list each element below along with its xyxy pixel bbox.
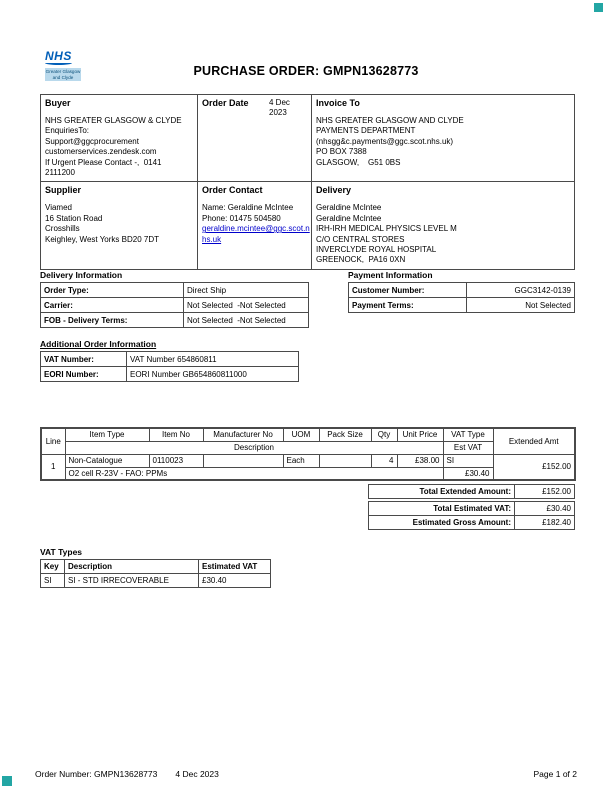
cell-description: SI - STD IRRECOVERABLE <box>65 574 199 588</box>
col-header-unit-price: Unit Price <box>397 428 443 441</box>
row-label: Order Type: <box>41 283 184 298</box>
header-row <box>41 428 575 441</box>
payment-information-title: Payment Information <box>348 270 433 280</box>
cell-line: 1 <box>41 454 65 480</box>
row-value: VAT Number 654860811 <box>127 352 299 367</box>
col-header-estimated-vat: Estimated VAT <box>199 560 271 574</box>
cell-item-type: Non-Catalogue <box>65 454 149 467</box>
table-row <box>41 283 309 298</box>
supplier-line: Keighley, West Yorks BD20 7DT <box>45 234 159 244</box>
row-label: VAT Number: <box>41 352 127 367</box>
table-row <box>369 502 575 516</box>
order-date-label: Order Date <box>202 98 249 108</box>
order-contact-name: Name: Geraldine McIntee <box>202 203 294 213</box>
invoice-to-line: (nhsgg&c.payments@ggc.scot.nhs.uk) <box>316 136 454 146</box>
cell-pack-size <box>319 454 371 467</box>
col-header-pack-size: Pack Size <box>319 428 371 441</box>
col-header-item-no: Item No <box>149 428 203 441</box>
delivery-information-table <box>40 282 309 328</box>
table-row <box>41 574 271 588</box>
page-footer <box>35 769 577 779</box>
additional-order-information-title: Additional Order Information <box>40 339 157 349</box>
vat-types-table <box>40 559 271 588</box>
supplier-line: 16 Station Road <box>45 213 103 223</box>
buyer-line: Support@ggcprocurement <box>45 136 139 146</box>
cell-extended-amt: £152.00 <box>493 454 575 480</box>
col-header-description: Description <box>65 560 199 574</box>
cell-item-no: 0110023 <box>149 454 203 467</box>
col-header-description: Description <box>65 441 443 454</box>
cell-uom: Each <box>283 454 319 467</box>
total-label: Total Estimated VAT: <box>369 502 515 516</box>
totals-section <box>368 484 574 530</box>
row-value: Not Selected -Not Selected <box>184 313 309 328</box>
order-date-box <box>198 95 312 182</box>
invoice-to-label: Invoice To <box>316 98 360 108</box>
row-label: Carrier: <box>41 298 184 313</box>
col-header-extended-amt: Extended Amt <box>493 428 575 454</box>
payment-information-section <box>348 270 575 313</box>
col-header-manufacturer-no: Manufacturer No <box>203 428 283 441</box>
order-contact-email-link[interactable]: geraldine.mcintee@ggc.scot.nhs.uk <box>202 224 310 244</box>
delivery-label: Delivery <box>316 185 352 196</box>
vat-types-section <box>40 547 271 588</box>
delivery-box <box>312 182 575 270</box>
table-row <box>41 352 299 367</box>
col-header-uom: UOM <box>283 428 319 441</box>
corner-mark-bottom-left <box>2 776 12 786</box>
header-row <box>41 560 271 574</box>
row-label: Payment Terms: <box>349 298 467 313</box>
buyer-line: EnquiriesTo: <box>45 126 90 136</box>
additional-order-information-table <box>40 351 299 382</box>
delivery-line: Geraldine McIntee <box>316 203 382 213</box>
cell-est-vat: £30.40 <box>443 467 493 480</box>
delivery-line: IRH-IRH MEDICAL PHYSICS LEVEL M <box>316 224 457 234</box>
table-row <box>41 454 575 467</box>
delivery-line: GREENOCK, PA16 0XN <box>316 255 406 265</box>
supplier-line: Crosshills <box>45 224 80 234</box>
delivery-line: INVERCLYDE ROYAL HOSPITAL <box>316 244 437 254</box>
delivery-line: C/O CENTRAL STORES <box>316 234 405 244</box>
delivery-information-title: Delivery Information <box>40 270 123 280</box>
row-value: GGC3142-0139 <box>467 283 575 298</box>
page-title: PURCHASE ORDER: GMPN13628773 <box>193 64 419 78</box>
table-row <box>41 367 299 382</box>
buyer-line: customerservices.zendesk.com <box>45 147 157 157</box>
table-row <box>349 298 575 313</box>
row-value: Direct Ship <box>184 283 309 298</box>
row-label: EORI Number: <box>41 367 127 382</box>
order-contact-box <box>198 182 312 270</box>
table-row <box>369 516 575 530</box>
cell-vat-type: SI <box>443 454 493 467</box>
buyer-box <box>41 95 198 182</box>
line-items-table <box>40 427 576 481</box>
order-contact-label: Order Contact <box>202 185 263 196</box>
delivery-line: Geraldine McIntee <box>316 213 382 223</box>
total-vat-gross-table <box>368 501 575 530</box>
delivery-information-section <box>40 270 309 328</box>
invoice-to-box <box>312 95 575 182</box>
row-value: Not Selected -Not Selected <box>184 298 309 313</box>
additional-order-information-section <box>40 339 299 382</box>
invoice-to-line: PAYMENTS DEPARTMENT <box>316 126 416 136</box>
row-value: Not Selected <box>467 298 575 313</box>
cell-qty: 4 <box>371 454 397 467</box>
cell-key: SI <box>41 574 65 588</box>
col-header-key: Key <box>41 560 65 574</box>
col-header-vat-type: VAT Type <box>443 428 493 441</box>
party-grid <box>40 94 575 270</box>
row-label: Customer Number: <box>349 283 467 298</box>
vat-types-title: VAT Types <box>40 547 83 557</box>
total-value: £30.40 <box>515 502 575 516</box>
buyer-line: If Urgent Please Contact -, 0141 2111200 <box>45 157 164 177</box>
nhs-logo-text: NHS <box>45 49 72 63</box>
cell-description: O2 cell R-23V - FAO: PPMs <box>65 467 443 480</box>
cell-manufacturer-no <box>203 454 283 467</box>
col-header-qty: Qty <box>371 428 397 441</box>
total-extended-table <box>368 484 575 499</box>
table-row <box>41 313 309 328</box>
col-header-est-vat: Est VAT <box>443 441 493 454</box>
supplier-line: Viamed <box>45 203 72 213</box>
order-date-value: 4 Dec 2023 <box>269 98 290 117</box>
nhs-org-name: Greater Glasgow and Clyde <box>45 69 81 80</box>
buyer-label: Buyer <box>45 98 71 108</box>
col-header-line: Line <box>41 428 65 454</box>
supplier-box <box>41 182 198 270</box>
line-items-section <box>40 427 576 481</box>
total-label: Estimated Gross Amount: <box>369 516 515 530</box>
cell-estimated-vat: £30.40 <box>199 574 271 588</box>
footer-order-number: Order Number: GMPN13628773 <box>35 769 158 779</box>
total-value: £152.00 <box>515 485 575 499</box>
table-row <box>41 298 309 313</box>
table-row <box>369 485 575 499</box>
table-row <box>349 283 575 298</box>
cell-unit-price: £38.00 <box>397 454 443 467</box>
total-value: £182.40 <box>515 516 575 530</box>
buyer-line: NHS GREATER GLASGOW & CLYDE <box>45 116 182 125</box>
col-header-item-type: Item Type <box>65 428 149 441</box>
order-contact-phone: Phone: 01475 504580 <box>202 213 281 223</box>
total-label: Total Extended Amount: <box>369 485 515 499</box>
invoice-to-line: GLASGOW, G51 0BS <box>316 157 401 167</box>
footer-date: 4 Dec 2023 <box>175 769 219 779</box>
invoice-to-line: NHS GREATER GLASGOW AND CLYDE <box>316 116 464 125</box>
row-label: FOB - Delivery Terms: <box>41 313 184 328</box>
payment-information-table <box>348 282 575 313</box>
row-value: EORI Number GB654860811000 <box>127 367 299 382</box>
footer-page-number: Page 1 of 2 <box>533 769 577 779</box>
supplier-label: Supplier <box>45 185 82 196</box>
corner-mark-top-right <box>594 3 603 12</box>
invoice-to-line: PO BOX 7388 <box>316 147 367 157</box>
